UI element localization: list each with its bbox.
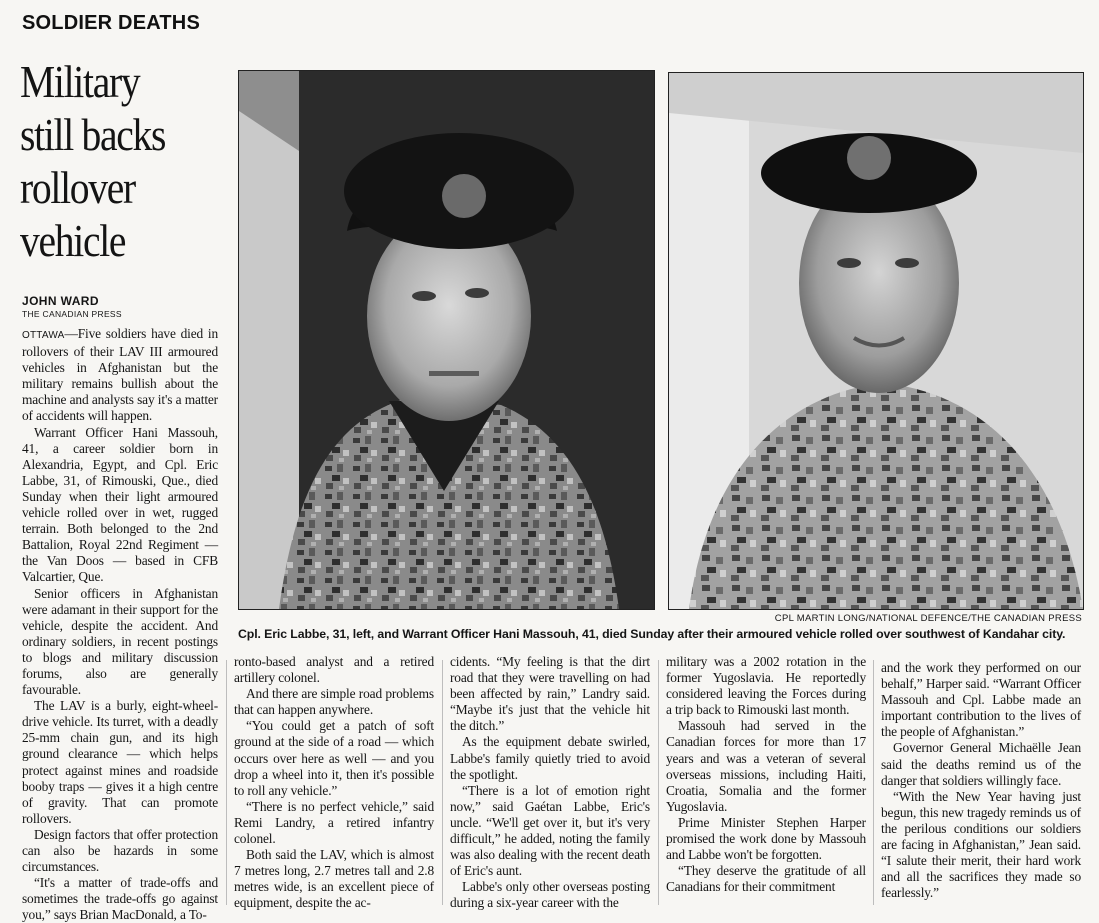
photo-credit: CPL MARTIN LONG/NATIONAL DEFENCE/THE CANADIAN PRESS: [774, 613, 1082, 624]
article-paragraph: “They deserve the gratitude of all Canadians for their commitment: [666, 863, 866, 895]
headline: Military still backs rollover vehicle: [20, 56, 166, 266]
byline-author: JOHN WARD: [22, 294, 99, 308]
article-paragraph: “With the New Year having just begun, this new tragedy reminds us of the perilous conditions our soldiers are facing in Afghanistan,” Jean said. “I salute their merit, their hard work and all the sacrifices they made so fearlessly.”: [881, 788, 1081, 901]
article-paragraph: Labbe's only other overseas posting during a six-year career with the: [450, 879, 650, 911]
article-paragraph: The LAV is a burly, eight-wheel-drive vehicle. Its turret, with a deadly 25-mm chain gun, and its high ground clearance — which helps protect against mines and roadside booby traps — gives it a high centre of gravity. That can promote rollovers.: [22, 698, 218, 826]
byline-organization: THE CANADIAN PRESS: [22, 309, 122, 319]
dateline: OTTAWA: [22, 330, 65, 341]
article-paragraph: “It's a matter of trade-offs and sometimes the trade-offs go against you,” says Brian MacDonald, a To-: [22, 875, 218, 923]
column-rule: [658, 660, 659, 905]
article-paragraph: Governor General Michaëlle Jean said the deaths remind us of the danger that soldiers willingly face.: [881, 740, 1081, 788]
photo-hani-massouh: [668, 72, 1084, 610]
column-rule: [226, 660, 227, 905]
article-paragraph: cidents. “My feeling is that the dirt road that they were travelling on had been affected by rain,” Landry said. “Maybe it's just that the vehicle hit the ditch.”: [450, 654, 650, 734]
article-paragraph: Prime Minister Stephen Harper promised the work done by Massouh and Labbe won't be forgotten.: [666, 814, 866, 863]
article-paragraph: military was a 2002 rotation in the former Yugoslavia. He reportedly considered leaving the Forces during a trip back to Rimouski last month.: [666, 654, 866, 718]
article-paragraph: “You could get a patch of soft ground at the side of a road — which occurs over here as well — and you drop a wheel into it, then it's possible to roll any vehicle.”: [234, 718, 434, 798]
section-label: SOLDIER DEATHS: [22, 12, 200, 34]
column-rule: [873, 660, 874, 905]
article-paragraph: OTTAWA—Five soldiers have died in rollovers of their LAV III armoured vehicles in Afghanistan but the military remains bullish about the machine and analysts say it's a matter of accidents will happen.: [22, 326, 218, 424]
article-paragraph: Massouh had served in the Canadian forces for more than 17 years and was a veteran of several overseas missions, including Haiti, Croatia, Somalia and the former Yugoslavia.: [666, 718, 866, 814]
article-column-4: [666, 654, 866, 895]
article-paragraph: Both said the LAV, which is almost 7 metres long, 2.7 metres tall and 2.8 metres wide, is an excellent piece of equipment, despite the ac-: [234, 847, 434, 911]
article-paragraph: Warrant Officer Hani Massouh, 41, a career soldier born in Alexandria, Egypt, and Cpl. Eric Labbe, 31, of Rimouski, Que., died Sunday when their light armoured vehicle rolled over in wet, rugged terrain. Both belonged to the 2nd Battalion, Royal 22nd Regiment — the Van Doos — based in CFB Valcartier, Que.: [22, 424, 218, 585]
article-paragraph: Design factors that offer protection can also be hazards in some circumstances.: [22, 826, 218, 875]
article-paragraph: ronto-based analyst and a retired artillery colonel.: [234, 654, 434, 686]
article-paragraph: And there are simple road problems that can happen anywhere.: [234, 686, 434, 718]
article-column-5: [881, 660, 1081, 901]
article-paragraph: and the work they performed on our behalf,” Harper said. “Warrant Officer Massouh and Cpl. Labbe made an important contribution to the lives of the people of Afghanistan.”: [881, 660, 1081, 740]
photo-caption: Cpl. Eric Labbe, 31, left, and Warrant Officer Hani Massouh, 41, died Sunday after their armoured vehicle rolled over southwest of Kandahar city.: [238, 627, 1066, 641]
column-rule: [442, 660, 443, 905]
article-paragraph: Senior officers in Afghanistan were adamant in their support for the vehicle, despite the accident. And ordinary soldiers, in recent postings to blogs and military discussion forums, also are generally favourable.: [22, 585, 218, 698]
article-column-1: [22, 326, 218, 923]
article-paragraph: As the equipment debate swirled, Labbe's family quietly tried to avoid the spotlight.: [450, 734, 650, 782]
article-paragraph: “There is a lot of emotion right now,” said Gaétan Labbe, Eric's uncle. “We'll get over it, but it's very difficult,” he added, noting the family was also dealing with the recent death of Eric's aunt.: [450, 782, 650, 879]
photo-eric-labbe: [238, 70, 655, 610]
article-paragraph: “There is no perfect vehicle,” said Remi Landry, a retired infantry colonel.: [234, 798, 434, 847]
article-column-2: [234, 654, 434, 912]
article-column-3: [450, 654, 650, 912]
